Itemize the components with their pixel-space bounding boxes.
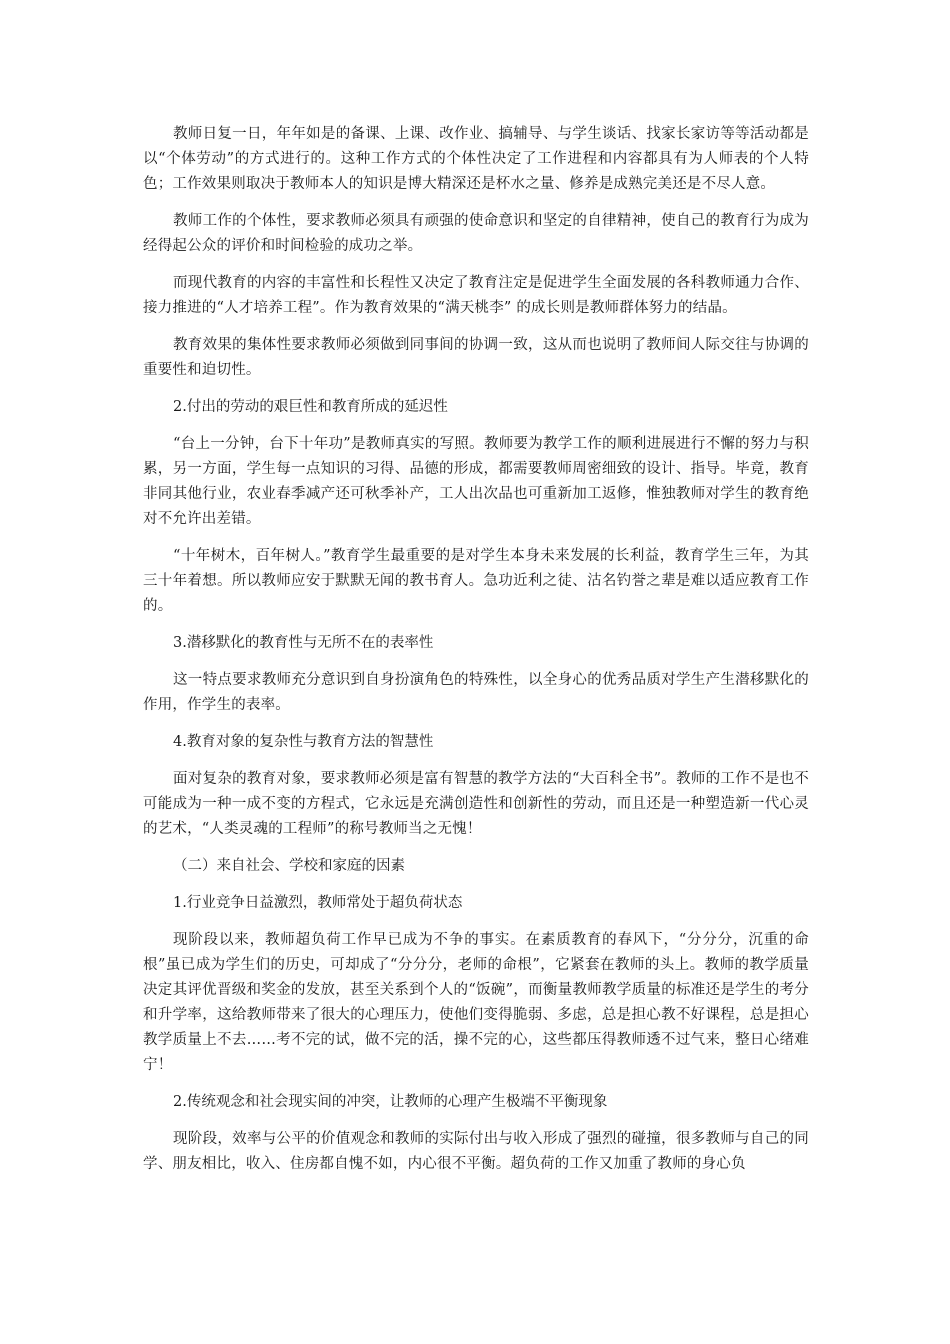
paragraph-modern-education: 而现代教育的内容的丰富性和长程性又决定了教育注定是促进学生全面发展的各科教师通力合作、接力推进的“人才培养工程”。作为教育效果的“满天桃李” 的成长则是教师群体努力的结晶。 (143, 275, 809, 316)
paragraph-individuality-requirement: 教师工作的个体性，要求教师必须具有顽强的使命意识和坚定的自律精神，使自己的教育行为成为经得起公众的评价和时间检验的成功之举。 (143, 213, 809, 254)
paragraph-imbalance: 现阶段，效率与公平的价值观念和教师的实际付出与收入形成了强烈的碰撞，很多教师与自己的同学、朋友相比，收入、住房都自愧不如，内心很不平衡。超负荷的工作又加重了教师的身心负 (143, 1131, 809, 1172)
paragraph-overload: 现阶段以来，教师超负荷工作早已成为不争的事实。在素质教育的春风下，“分分分，沉重的命根”虽已成为学生们的历史，可却成了“分分分，老师的命根”，它紧套在教师的头上。教师的教学质量决定其评优晋级和奖金的发放，甚至关系到个人的“饭碗”，而衡量教师教学质量的标准还是学生的考分和升学率，这给教师带来了很大的心理压力，使他们变得脆弱、多虑，总是担心教不好课程，总是担心教学质量上不去……考不完的试，做不完的活，操不完的心，这些都压得教师透不过气来，整日心绪难宁！ (143, 932, 809, 1073)
section-heading-2: 2.付出的劳动的艰巨性和教育所成的延迟性 (173, 399, 448, 415)
paragraph-long-term: “十年树木，百年树人。”教育学生最重要的是对学生本身未来发展的长利益，教育学生三年，为其三十年着想。所以教师应安于默默无闻的教书育人。急功近利之徒、沽名钓誉之辈是难以适应教育工作的。 (143, 548, 809, 614)
paragraph-hard-work: “台上一分钟，台下十年功”是教师真实的写照。教师要为教学工作的顺利进展进行不懈的努力与积累，另一方面，学生每一点知识的习得、品德的形成，都需要教师周密细致的设计、指导。毕竟，教育非同其他行业，农业春季减产还可秋季补产，工人出次品也可重新加工返修，惟独教师对学生的教育绝对不允许出差错。 (143, 436, 809, 527)
paragraph-individual-labor: 教师日复一日，年年如是的备课、上课、改作业、搞辅导、与学生谈话、找家长家访等等活动都是以“个体劳动”的方式进行的。这种工作方式的个体性决定了工作进程和内容都具有为人师表的个人特色；工作效果则取决于教师本人的知识是博大精深还是杯水之量、修养是成熟完美还是不尽人意。 (143, 126, 809, 192)
section-heading-conflict: 2.传统观念和社会现实间的冲突，让教师的心理产生极端不平衡现象 (173, 1094, 608, 1110)
section-heading-competition: 1.行业竞争日益激烈，教师常处于超负荷状态 (173, 895, 463, 911)
paragraph-collective-effect: 教育效果的集体性要求教师必须做到同事间的协调一致，这从而也说明了教师间人际交往与协调的重要性和迫切性。 (143, 337, 809, 378)
document-body (143, 122, 809, 1189)
section-heading-society: （二）来自社会、学校和家庭的因素 (173, 858, 405, 874)
section-heading-4: 4.教育对象的复杂性与教育方法的智慧性 (173, 734, 434, 750)
paragraph-role-model: 这一特点要求教师充分意识到自身扮演角色的特殊性，以全身心的优秀品质对学生产生潜移默化的作用，作学生的表率。 (143, 672, 809, 713)
section-heading-3: 3.潜移默化的教育性与无所不在的表率性 (173, 635, 434, 651)
paragraph-wisdom: 面对复杂的教育对象，要求教师必须是富有智慧的教学方法的“大百科全书”。教师的工作不是也不可能成为一种一成不变的方程式，它永远是充满创造性和创新性的劳动，而且还是一种塑造新一代心灵的艺术，“人类灵魂的工程师”的称号教师当之无愧！ (143, 771, 809, 837)
